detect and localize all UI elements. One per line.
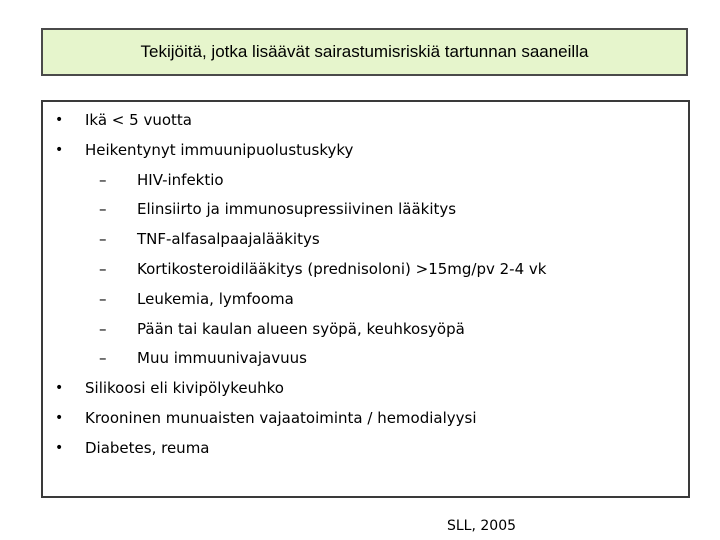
dash-marker: – <box>99 260 107 278</box>
dash-marker: – <box>99 289 107 308</box>
bullet-item <box>55 376 284 400</box>
sub-item <box>99 287 294 311</box>
item-text: TNF-alfasalpaajalääkitys <box>137 230 320 249</box>
sub-item <box>99 346 307 370</box>
bullet-marker: • <box>55 410 64 426</box>
sub-item <box>99 257 546 281</box>
item-text: Pään tai kaulan alueen syöpä, keuhkosyöpä <box>137 319 465 338</box>
bullet-marker: • <box>55 141 64 158</box>
source-citation: SLL, 2005 <box>447 518 517 534</box>
bullet-item <box>55 436 210 460</box>
bullet-marker: • <box>55 439 64 456</box>
sub-item <box>99 197 456 221</box>
dash-marker: – <box>99 230 107 249</box>
item-text: Silikoosi eli kivipölykeuhko <box>85 379 284 398</box>
bullet-marker: • <box>55 380 64 397</box>
sub-item <box>99 227 320 251</box>
sub-item <box>99 317 465 341</box>
slide-title: Tekijöitä, jotka lisäävät sairastumisriskiä tartunnan saaneilla <box>140 42 589 61</box>
item-text: Kortikosteroidilääkitys (prednisoloni) >15mg/pv 2-4 vk <box>137 260 547 278</box>
dash-marker: – <box>99 349 107 368</box>
content-box <box>41 100 690 498</box>
bullet-marker: • <box>55 112 64 128</box>
item-text: HIV-infektio <box>137 170 224 189</box>
item-text: Heikentynyt immuunipuolustuskyky <box>85 140 354 159</box>
title-box <box>41 28 688 76</box>
sub-item <box>99 168 224 192</box>
item-text: Leukemia, lymfooma <box>137 289 294 308</box>
dash-marker: – <box>99 319 107 338</box>
item-text: Elinsiirto ja immunosupressiivinen lääkitys <box>137 200 457 219</box>
bullet-item <box>55 138 353 162</box>
item-text: Krooninen munuaisten vajaatoiminta / hemodialyysi <box>85 409 477 427</box>
dash-marker: – <box>99 200 107 219</box>
bullet-item <box>55 108 192 132</box>
bullet-item <box>55 406 477 430</box>
item-text: Muu immuunivajavuus <box>137 349 307 368</box>
dash-marker: – <box>99 170 107 189</box>
item-text: Ikä < 5 vuotta <box>85 111 192 129</box>
item-text: Diabetes, reuma <box>85 438 210 457</box>
